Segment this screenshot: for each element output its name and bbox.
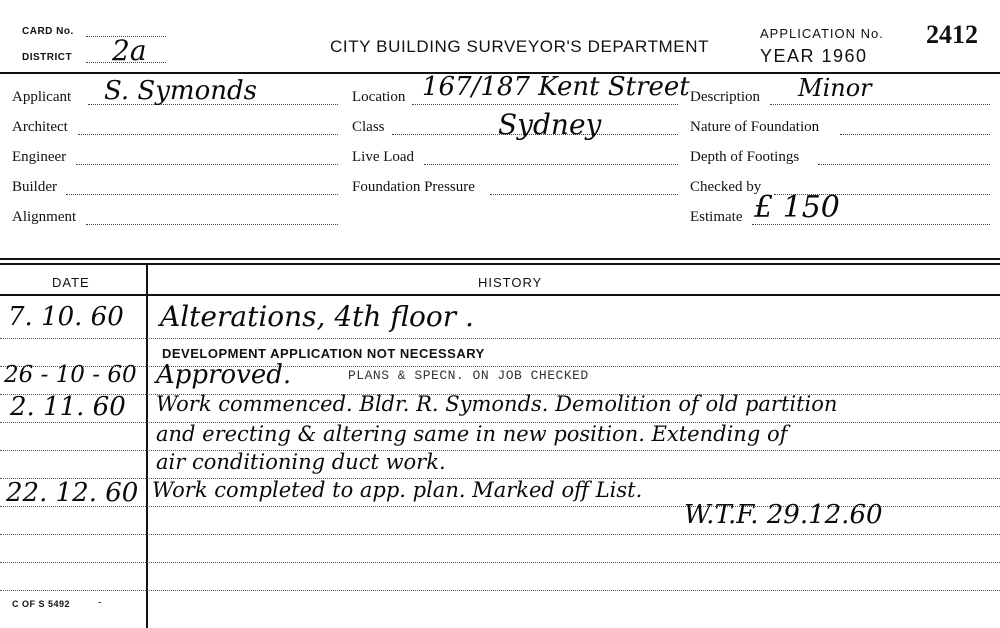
description-dots bbox=[770, 104, 990, 105]
history-date-1: 7. 10. 60 bbox=[8, 302, 124, 332]
development-application-stamp: DEVELOPMENT APPLICATION NOT NECESSARY bbox=[162, 346, 485, 361]
footer-dash: - bbox=[98, 597, 102, 608]
applicant-label: Applicant bbox=[12, 89, 72, 105]
application-no: 2412 bbox=[926, 20, 978, 49]
builder-label: Builder bbox=[12, 179, 57, 195]
history-text-1: Alterations, 4th floor . bbox=[160, 300, 474, 333]
live-load-dots bbox=[424, 164, 678, 165]
department-title: CITY BUILDING SURVEYOR'S DEPARTMENT bbox=[330, 37, 710, 56]
ruled-line bbox=[0, 450, 1000, 451]
alignment-label: Alignment bbox=[12, 209, 77, 225]
date-header: DATE bbox=[52, 275, 90, 290]
history-text-2: Approved. bbox=[156, 360, 292, 390]
card-no-label: CARD No. bbox=[22, 26, 74, 37]
foundation-pressure-label: Foundation Pressure bbox=[352, 179, 475, 195]
location-label: Location bbox=[352, 89, 406, 105]
ruled-line bbox=[0, 590, 1000, 591]
history-date-2: 26 - 10 - 60 bbox=[4, 362, 137, 388]
location-dots bbox=[412, 104, 678, 105]
engineer-label: Engineer bbox=[12, 149, 67, 165]
architect-label: Architect bbox=[12, 119, 68, 135]
location-value-line2: Sydney bbox=[498, 108, 602, 141]
date-column-divider bbox=[146, 264, 148, 628]
applicant-value: S. Symonds bbox=[104, 76, 257, 106]
estimate-value: £ 150 bbox=[754, 190, 840, 225]
alignment-dots bbox=[86, 224, 338, 225]
history-text-6: Work completed to app. plan. Marked off List. bbox=[152, 478, 643, 502]
signature-initials-date: W.T.F. 29.12.60 bbox=[684, 500, 883, 530]
checked-by-label: Checked by bbox=[690, 179, 762, 195]
district-label: DISTRICT bbox=[22, 52, 73, 63]
builder-dots bbox=[66, 194, 338, 195]
architect-dots bbox=[78, 134, 338, 135]
history-date-3: 2. 11. 60 bbox=[10, 392, 126, 422]
estimate-label: Estimate bbox=[690, 209, 743, 225]
year-label: YEAR 1960 bbox=[760, 46, 868, 66]
location-value-line1: 167/187 Kent Street bbox=[422, 72, 690, 102]
ruled-line bbox=[0, 534, 1000, 535]
history-header: HISTORY bbox=[478, 275, 543, 290]
history-date-4: 22. 12. 60 bbox=[6, 478, 139, 508]
history-rule-top-1 bbox=[0, 258, 1000, 260]
history-rule-top-2 bbox=[0, 263, 1000, 265]
ruled-line bbox=[0, 338, 1000, 339]
depth-of-footings-dots bbox=[818, 164, 990, 165]
history-text-4: and erecting & altering same in new position. Extending of bbox=[156, 422, 788, 446]
nature-of-foundation-dots bbox=[840, 134, 990, 135]
description-value: Minor bbox=[798, 74, 872, 102]
application-no-label: APPLICATION No. bbox=[760, 26, 884, 41]
description-label: Description bbox=[690, 89, 760, 105]
live-load-label: Live Load bbox=[352, 149, 415, 165]
ruled-line bbox=[0, 366, 1000, 367]
foundation-pressure-dots bbox=[490, 194, 678, 195]
district-value: 2a bbox=[112, 34, 147, 67]
history-header-rule bbox=[0, 294, 1000, 296]
ruled-line bbox=[0, 562, 1000, 563]
depth-of-footings-label: Depth of Footings bbox=[690, 149, 800, 165]
form-code: C OF S 5492 bbox=[12, 599, 71, 609]
history-text-5: air conditioning duct work. bbox=[156, 450, 446, 474]
class-label: Class bbox=[352, 119, 385, 135]
engineer-dots bbox=[76, 164, 338, 165]
history-text-3: Work commenced. Bldr. R. Symonds. Demolition of old partition bbox=[156, 392, 838, 416]
nature-of-foundation-label: Nature of Foundation bbox=[690, 119, 820, 135]
plans-checked-stamp: PLANS & SPECN. ON JOB CHECKED bbox=[348, 368, 589, 383]
